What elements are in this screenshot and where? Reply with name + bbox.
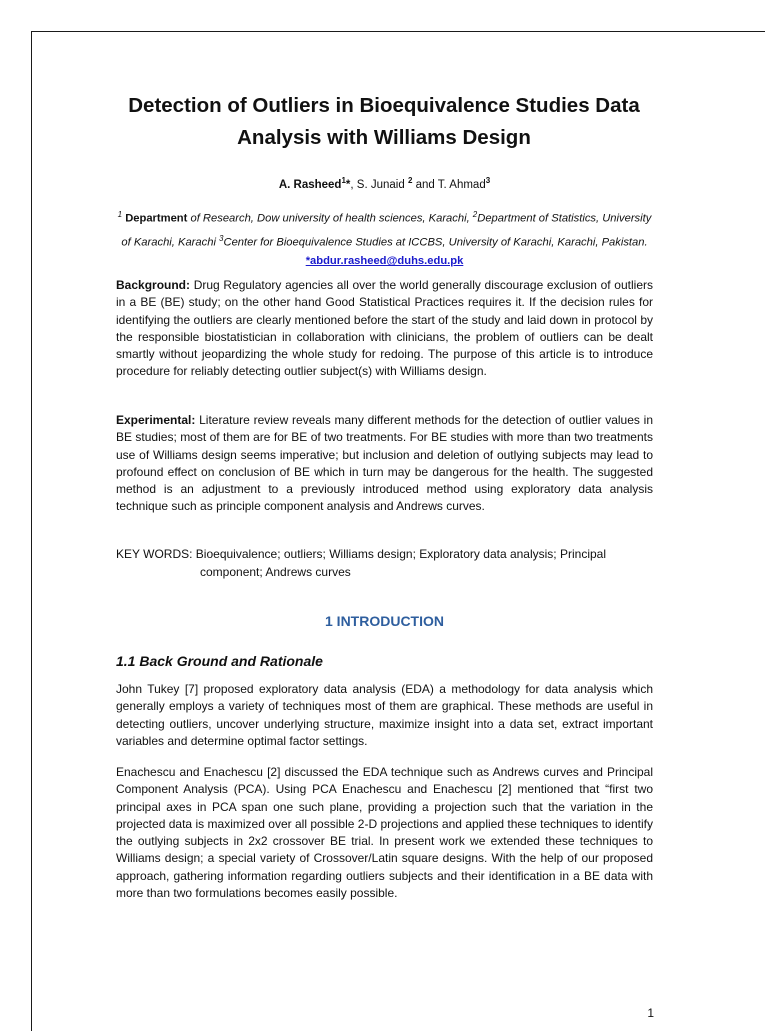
abstract-experimental	[116, 412, 653, 516]
email-link[interactable]: *abdur.rasheed@duhs.edu.pk	[305, 255, 464, 268]
abstract-background	[116, 277, 653, 381]
background-text: Drug Regulatory agencies all over the world generally discourage exclusion of outliers in a BE (BE) study; on the other hand Good Statistical Practices requires it. If the decision rules for identifying the outliers are clearly mentioned before the start of the study and laid down in protocol by the responsible biostatistician in collaboration with clinicians, the problem of outliers can be dealt smartly without jeopardizing the whole study for redoing. The purpose of this article is to introduce procedure for reliably detecting outlier subject(s) with Williams design.	[116, 278, 653, 379]
keywords-label: KEY WORDS:	[116, 547, 193, 561]
affil-part-2: Department of Statistics, University of Karachi, Karachi	[121, 212, 652, 249]
affil-part-1: of Research, Dow university of health sciences, Karachi,	[187, 212, 473, 225]
affil-sup-1: 1	[117, 210, 123, 219]
keywords-text-1: Bioequivalence; outliers; Williams design; Exploratory data analysis; Principal	[192, 547, 606, 561]
affil-sup-3: 3	[219, 233, 224, 243]
author-2-sup: 2	[407, 176, 413, 185]
intro-paragraph-2: Enachescu and Enachescu [2] discussed the EDA technique such as Andrews curves and Principal Component Analysis (PCA). Using PCA Enachescu and Enachescu [2] mentioned that “first two principal axes in PCA span one such plane, providing a projection such that the variation in the projected data is maximized over all possible 2-D projections and applied these techniques to identify the outlying subjects in 2x2 crossover BE trial. In present work we extended these techniques to Williams design; a special variety of Crossover/Latin square designs. With the help of our proposed approach, gathering information regarding outliers subjects and their identification in a BE data with more than two formulations becomes easily possible.	[116, 765, 653, 901]
author-1-sup: 1	[341, 176, 346, 185]
paper-title	[60, 90, 708, 154]
author-2: , S. Junaid	[350, 178, 408, 191]
title-line-2: Analysis with Williams Design	[237, 126, 531, 149]
section-heading: 1 INTRODUCTION	[325, 613, 444, 629]
keywords	[116, 545, 653, 581]
subsection-heading: 1.1 Back Ground and Rationale	[116, 653, 323, 669]
affil-dept: Department	[122, 212, 188, 225]
author-3: and T. Ahmad	[412, 178, 486, 191]
intro-paragraph-1: John Tukey [7] proposed exploratory data analysis (EDA) a methodology for data analysis which generally employs a variety of techniques most of them are graphical. These methods are useful in detecting outliers, uncover underlying structure, maximize insight into a data set, extract important variables and determine optimal factor settings.	[116, 682, 653, 748]
experimental-text: Literature review reveals many different methods for the detection of outlier values in BE studies; most of them are for BE of two treatments. For BE studies with more than two treatments use of Williams design seems imperative; but inclusion and deletion of outlying subjects may lead to profound effect on conclusion of BE which in turn may be dangerous for the health. The suggested method is an adjustment to a previously introduced method using exploratory data analysis technique such as principle component analysis and Andrews curves.	[116, 413, 653, 514]
corresponding-mark: *	[345, 178, 351, 191]
author-1: A. Rasheed	[278, 178, 342, 191]
affil-sup-2: 2	[472, 210, 478, 219]
keywords-text-2: component; Andrews curves	[200, 565, 351, 579]
title-line-1: Detection of Outliers in Bioequivalence Studies Data	[128, 94, 640, 117]
author-list	[116, 173, 653, 193]
affil-part-3: Center for Bioequivalence Studies at ICCBS, University of Karachi, Karachi, Pakistan.	[223, 236, 648, 249]
page-number: 1	[647, 1006, 654, 1020]
affiliations	[116, 205, 653, 271]
experimental-label: Experimental:	[116, 413, 196, 427]
author-3-sup: 3	[485, 176, 491, 185]
background-label: Background:	[116, 278, 191, 292]
